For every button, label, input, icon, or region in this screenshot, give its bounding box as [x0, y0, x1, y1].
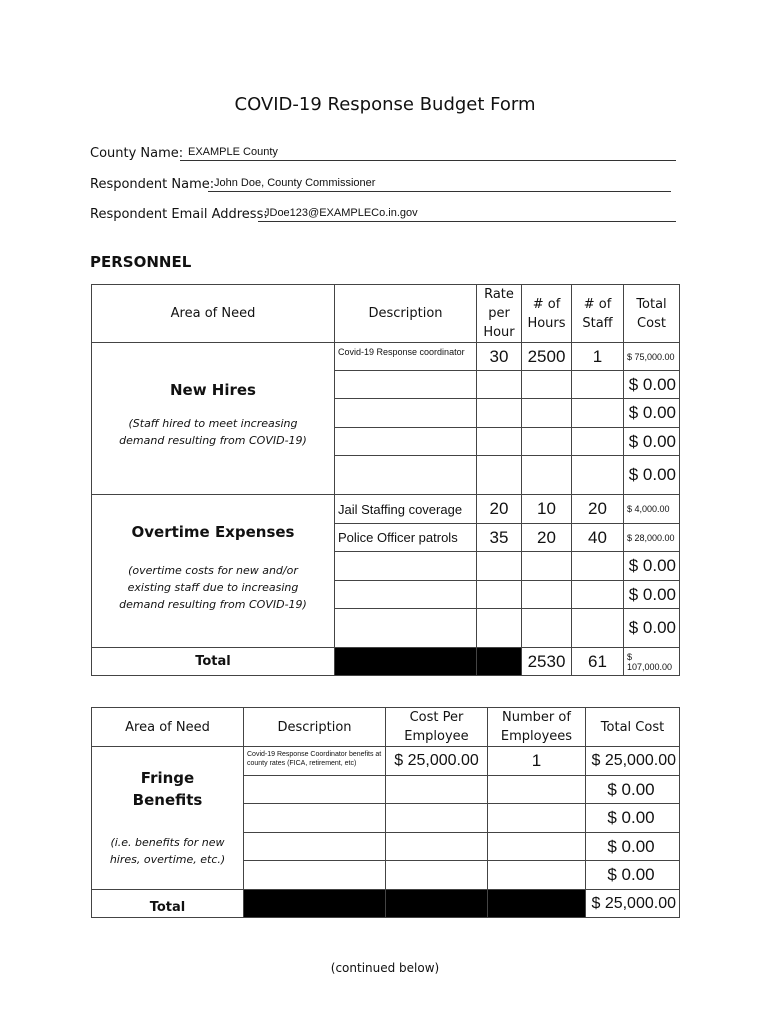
ot-hours[interactable] [522, 552, 572, 581]
fringe-cost[interactable] [386, 861, 488, 890]
respondent-underline [208, 191, 671, 192]
nh-hours[interactable]: 2500 [522, 343, 572, 371]
nh-rate[interactable] [477, 399, 522, 428]
new-hires-subtitle: (Staff hired to meet increasing demand resulting from COVID-19) [119, 417, 307, 447]
ot-hours[interactable] [522, 581, 572, 609]
blacked-out-cell [244, 890, 386, 918]
personnel-total-staff: 61 [572, 648, 624, 676]
overtime-subtitle: (overtime costs for new and/or existing staff due to increasing demand resulting from COVID-19) [119, 564, 307, 611]
fringe-employees[interactable] [488, 804, 586, 833]
ot-hours[interactable] [522, 609, 572, 648]
fringe-total: $ 0.00 [586, 776, 680, 804]
ot-rate[interactable] [477, 552, 522, 581]
fringe-employees[interactable] [488, 776, 586, 804]
fringe-header-cost: Cost Per Employee [386, 708, 488, 747]
nh-hours[interactable] [522, 428, 572, 456]
fringe-description[interactable] [244, 861, 386, 890]
ot-total: $ 4,000.00 [624, 495, 680, 524]
ot-rate[interactable]: 20 [477, 495, 522, 524]
blacked-out-cell [386, 890, 488, 918]
county-label: County Name: [90, 146, 184, 161]
fringe-header-area: Area of Need [92, 708, 244, 747]
fringe-total: $ 0.00 [586, 833, 680, 861]
overtime-title: Overtime Expenses [131, 523, 295, 541]
continued-note: (continued below) [330, 961, 440, 975]
table-row [92, 747, 680, 776]
ot-rate[interactable] [477, 581, 522, 609]
ot-description[interactable]: Jail Staffing coverage [335, 495, 477, 524]
respondent-field[interactable]: John Doe, County Commissioner [214, 177, 376, 189]
header-staff: # of Staff [572, 285, 624, 343]
respondent-label: Respondent Name: [90, 177, 215, 192]
fringe-description[interactable] [244, 776, 386, 804]
blacked-out-cell [488, 890, 586, 918]
ot-description[interactable]: Police Officer patrols [335, 524, 477, 552]
personnel-total-hours: 2530 [522, 648, 572, 676]
nh-description[interactable] [335, 456, 477, 495]
nh-rate[interactable] [477, 428, 522, 456]
fringe-employees[interactable]: 1 [488, 747, 586, 776]
ot-staff[interactable]: 40 [572, 524, 624, 552]
county-underline [180, 160, 676, 161]
nh-rate[interactable]: 30 [477, 343, 522, 371]
fringe-title [92, 767, 243, 811]
ot-total: $ 0.00 [624, 552, 680, 581]
form-title: COVID-19 Response Budget Form [234, 94, 536, 115]
ot-total: $ 0.00 [624, 609, 680, 648]
fringe-cost[interactable] [386, 804, 488, 833]
ot-staff[interactable]: 20 [572, 495, 624, 524]
personnel-table [91, 284, 680, 676]
ot-staff[interactable] [572, 609, 624, 648]
fringe-description[interactable] [244, 833, 386, 861]
personnel-header-row [92, 285, 680, 343]
email-label: Respondent Email Address: [90, 207, 268, 222]
fringe-description[interactable]: Covid-19 Response Coordinator benefits at county rates (FICA, retirement, etc) [244, 747, 386, 776]
header-total: Total Cost [624, 285, 680, 343]
ot-rate[interactable]: 35 [477, 524, 522, 552]
nh-total: $ 0.00 [624, 371, 680, 399]
ot-description[interactable] [335, 552, 477, 581]
fringe-title-line2: Benefits [132, 791, 203, 809]
fringe-total: $ 0.00 [586, 861, 680, 890]
overtime-cell [92, 495, 335, 648]
fringe-total: $ 0.00 [586, 804, 680, 833]
ot-total: $ 28,000.00 [624, 524, 680, 552]
personnel-total-cost: $ 107,000.00 [624, 648, 680, 676]
fringe-total: $ 25,000.00 [586, 747, 680, 776]
fringe-header-row [92, 708, 680, 747]
nh-total: $ 75,000.00 [624, 343, 680, 371]
fringe-total-row [92, 890, 680, 918]
table-row [92, 343, 680, 371]
fringe-cell [92, 747, 244, 890]
fringe-header-employees: Number of Employees [488, 708, 586, 747]
header-rate: Rate per Hour [477, 285, 522, 343]
fringe-description[interactable] [244, 804, 386, 833]
nh-rate[interactable] [477, 371, 522, 399]
ot-hours[interactable]: 10 [522, 495, 572, 524]
header-description: Description [335, 285, 477, 343]
nh-rate[interactable] [477, 456, 522, 495]
county-field[interactable]: EXAMPLE County [188, 146, 278, 158]
nh-total: $ 0.00 [624, 399, 680, 428]
nh-hours[interactable] [522, 371, 572, 399]
nh-staff[interactable] [572, 456, 624, 495]
ot-hours[interactable]: 20 [522, 524, 572, 552]
nh-description[interactable] [335, 428, 477, 456]
blacked-out-cell [477, 648, 522, 676]
nh-description[interactable]: Covid-19 Response coordinator [335, 343, 477, 371]
fringe-cost[interactable] [386, 776, 488, 804]
nh-staff[interactable] [572, 428, 624, 456]
ot-description[interactable] [335, 609, 477, 648]
table-row [92, 495, 680, 524]
ot-description[interactable] [335, 581, 477, 609]
ot-staff[interactable] [572, 581, 624, 609]
personnel-total-label: Total [92, 648, 335, 676]
fringe-employees[interactable] [488, 833, 586, 861]
fringe-title-line1: Fringe [140, 769, 195, 787]
email-underline [258, 221, 676, 222]
nh-staff[interactable]: 1 [572, 343, 624, 371]
new-hires-cell [92, 343, 335, 495]
personnel-total-row [92, 648, 680, 676]
fringe-total-label: Total [92, 890, 244, 918]
header-area: Area of Need [92, 285, 335, 343]
ot-total: $ 0.00 [624, 581, 680, 609]
nh-staff[interactable] [572, 371, 624, 399]
personnel-heading: PERSONNEL [90, 253, 192, 271]
nh-hours[interactable] [522, 399, 572, 428]
nh-total: $ 0.00 [624, 456, 680, 495]
nh-total: $ 0.00 [624, 428, 680, 456]
nh-hours[interactable] [522, 456, 572, 495]
fringe-table [91, 707, 680, 918]
fringe-cost[interactable] [386, 833, 488, 861]
nh-staff[interactable] [572, 399, 624, 428]
fringe-header-description: Description [244, 708, 386, 747]
ot-rate[interactable] [477, 609, 522, 648]
ot-staff[interactable] [572, 552, 624, 581]
fringe-cost[interactable]: $ 25,000.00 [386, 747, 488, 776]
nh-description[interactable] [335, 371, 477, 399]
fringe-header-total: Total Cost [586, 708, 680, 747]
blacked-out-cell [335, 648, 477, 676]
fringe-total-cost: $ 25,000.00 [586, 890, 680, 918]
new-hires-title: New Hires [169, 381, 256, 399]
email-field[interactable]: JDoe123@EXAMPLECo.in.gov [264, 207, 418, 219]
header-hours: # of Hours [522, 285, 572, 343]
fringe-subtitle: (i.e. benefits for new hires, overtime, etc.) [109, 836, 226, 866]
fringe-employees[interactable] [488, 861, 586, 890]
nh-description[interactable] [335, 399, 477, 428]
